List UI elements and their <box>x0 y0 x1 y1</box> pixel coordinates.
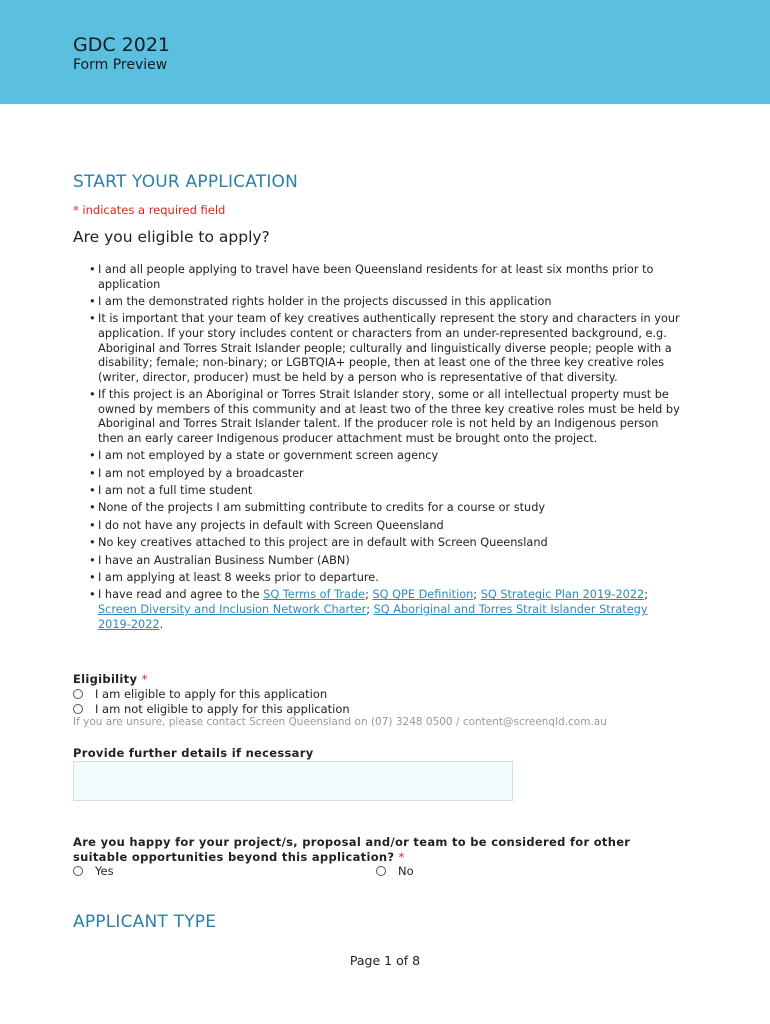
bullet-icon: • <box>89 588 96 602</box>
criterion-text: I do not have any projects in default with Screen Queensland <box>98 518 444 532</box>
eligibility-help-text: If you are unsure, please contact Screen Queensland on (07) 3248 0500 / content@screenqld.com.au <box>73 716 607 728</box>
criterion-text: I am not employed by a broadcaster <box>98 466 304 480</box>
criterion-text: I have an Australian Business Number (ABN) <box>98 553 350 567</box>
bullet-icon: • <box>89 536 96 550</box>
section-title-start: START YOUR APPLICATION <box>73 172 299 192</box>
list-item-agreement <box>90 588 680 632</box>
list-item <box>90 536 680 551</box>
list-item <box>90 295 680 310</box>
opportunities-field-label-line1: Are you happy for your project/s, proposal and/or team to be considered for other <box>73 835 631 849</box>
criterion-text: None of the projects I am submitting contribute to credits for a course or study <box>98 501 546 515</box>
link-diversity-charter[interactable]: Screen Diversity and Inclusion Network Charter <box>98 603 367 617</box>
eligibility-criteria-list <box>90 263 680 635</box>
radio-circle-icon[interactable] <box>73 689 83 699</box>
radio-label: Yes <box>95 864 114 878</box>
bullet-icon: • <box>89 294 96 308</box>
link-sq-qpe-definition[interactable]: SQ QPE Definition <box>372 588 474 602</box>
criterion-text: I am not employed by a state or government screen agency <box>98 449 439 463</box>
details-field-label: Provide further details if necessary <box>73 746 314 760</box>
required-star: * <box>141 672 148 686</box>
form-subtitle: Form Preview <box>73 57 168 73</box>
criterion-text: If this project is an Aboriginal or Torres Strait Islander story, some or all intellectual property must be owned by members of this community and at least two of the three key creative roles must be held by Aboriginal and Torres Strait Islander talent. If the producer role is not held by an Indigenous person then an early career Indigenous producer attachment must be brought onto the project. <box>98 388 680 445</box>
required-field-note: * indicates a required field <box>73 203 226 217</box>
criterion-text: No key creatives attached to this project are in default with Screen Queensland <box>98 536 548 550</box>
link-separator: ; <box>473 588 481 602</box>
link-atsi-strategy[interactable]: SQ Aboriginal and Torres Strait Islander Strategy 2019-2022 <box>98 603 648 631</box>
link-separator: ; <box>366 603 374 617</box>
bullet-icon: • <box>89 388 96 402</box>
list-item <box>90 263 680 292</box>
eligibility-label-text: Eligibility <box>73 672 138 686</box>
bullet-icon: • <box>89 484 96 498</box>
list-item <box>90 312 680 385</box>
link-separator: ; <box>365 588 373 602</box>
criterion-text: It is important that your team of key creatives authentically represent the story and characters in your application. If your story includes content or characters from an under-represented background, e.g. Aboriginal and Torres Strait Islander people; culturally and linguistically diverse people; people with a disability; female; non-binary; or LGBTQIA+ people, then at least one of the three key creative roles (writer, director, producer) must be held by a person who is representative of that diversity. <box>98 312 680 384</box>
bullet-icon: • <box>89 312 96 326</box>
form-header <box>0 0 770 104</box>
link-separator: ; <box>644 588 649 602</box>
list-item <box>90 449 680 464</box>
link-sq-terms-of-trade[interactable]: SQ Terms of Trade <box>263 588 366 602</box>
link-sq-strategic-plan[interactable]: SQ Strategic Plan 2019-2022 <box>480 588 645 602</box>
details-textarea[interactable] <box>73 761 513 801</box>
radio-no[interactable] <box>376 864 414 878</box>
agreement-prefix: I have read and agree to the <box>98 588 264 602</box>
radio-label: I am eligible to apply for this application <box>95 687 328 701</box>
list-item <box>90 467 680 482</box>
eligibility-question-title: Are you eligible to apply? <box>73 228 270 246</box>
bullet-icon: • <box>89 449 96 463</box>
list-item <box>90 484 680 499</box>
radio-label: I am not eligible to apply for this application <box>95 702 350 716</box>
criterion-text: I am the demonstrated rights holder in the projects discussed in this application <box>98 294 552 308</box>
section-title-applicant-type: APPLICANT TYPE <box>73 912 217 932</box>
list-item <box>90 388 680 446</box>
radio-label: No <box>398 864 414 878</box>
opportunities-label-text: suitable opportunities beyond this application? <box>73 850 395 864</box>
bullet-icon: • <box>89 501 96 515</box>
radio-yes[interactable] <box>73 864 114 878</box>
criterion-text: I am not a full time student <box>98 484 253 498</box>
list-item <box>90 519 680 534</box>
radio-eligible[interactable] <box>73 687 327 701</box>
radio-circle-icon[interactable] <box>73 704 83 714</box>
criterion-text: I and all people applying to travel have been Queensland residents for at least six months prior to application <box>98 263 654 291</box>
bullet-icon: • <box>89 518 96 532</box>
radio-circle-icon[interactable] <box>376 866 386 876</box>
radio-circle-icon[interactable] <box>73 866 83 876</box>
bullet-icon: • <box>89 553 96 567</box>
agreement-suffix: . <box>159 617 164 631</box>
bullet-icon: • <box>89 466 96 480</box>
radio-not-eligible[interactable] <box>73 702 350 716</box>
bullet-icon: • <box>89 263 96 276</box>
criterion-text: I am applying at least 8 weeks prior to departure. <box>98 571 379 585</box>
bullet-icon: • <box>89 571 96 585</box>
required-star: * <box>398 850 405 864</box>
list-item <box>90 554 680 569</box>
page-number: Page 1 of 8 <box>349 953 421 968</box>
list-item <box>90 501 680 516</box>
opportunities-field-label-line2 <box>73 850 405 864</box>
form-title: GDC 2021 <box>73 34 171 56</box>
list-item <box>90 571 680 586</box>
eligibility-field-label <box>73 672 148 686</box>
